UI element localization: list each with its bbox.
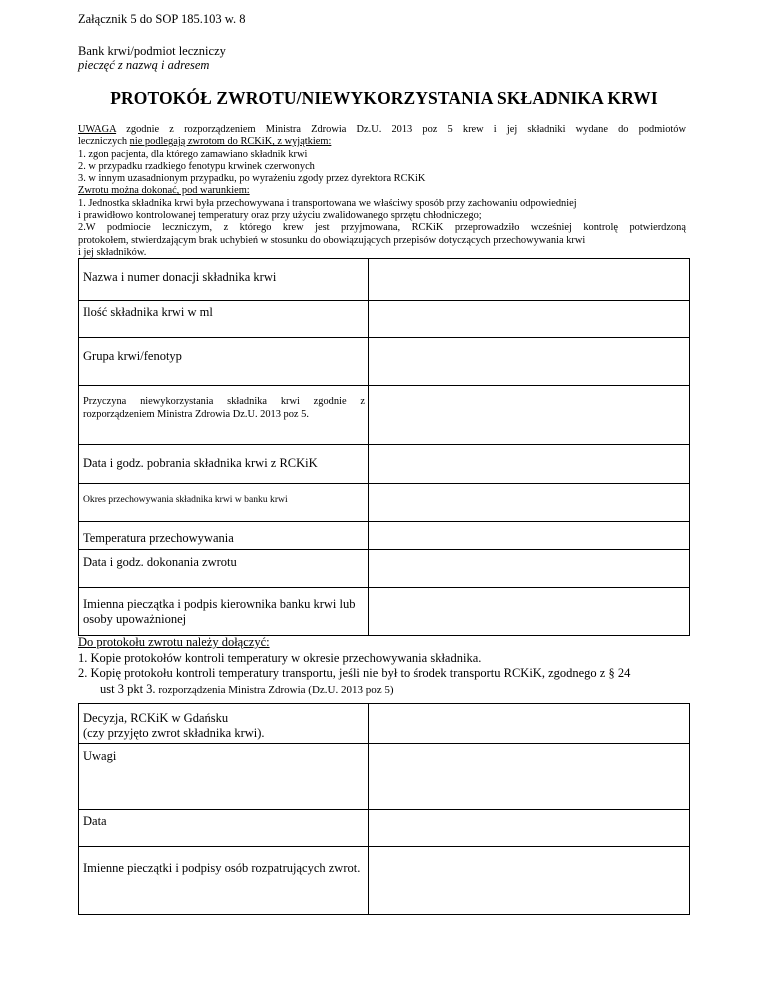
- attachment-item-2-cont-a: ust 3 pkt 3.: [100, 681, 156, 696]
- decision-label: [79, 704, 369, 744]
- storage-temperature-label: Temperatura przechowywania: [79, 522, 369, 550]
- reviewers-signature-field[interactable]: [369, 847, 690, 915]
- return-date-field[interactable]: [369, 550, 690, 588]
- form-row: [79, 386, 690, 445]
- notice-block: [78, 124, 686, 259]
- condition-2-line-3: i jej składników.: [78, 246, 147, 258]
- attachment-item-1: 1. Kopie protokołów kontroli temperatury w okresie przechowywania składnika.: [78, 650, 482, 665]
- manager-signature-field[interactable]: [369, 588, 690, 636]
- form-row: [79, 259, 690, 301]
- donation-name-field[interactable]: [369, 259, 690, 301]
- notice-line-1: [78, 124, 686, 136]
- decision-row: [79, 704, 690, 744]
- attachment-item-2-cont: [78, 682, 630, 699]
- institution-label: Bank krwi/podmiot leczniczy: [78, 44, 226, 58]
- document-title: PROTOKÓŁ ZWROTU/NIEWYKORZYSTANIA SKŁADNIKA KRWI: [110, 88, 658, 108]
- volume-field[interactable]: [369, 301, 690, 338]
- decision-row: [79, 744, 690, 810]
- decision-row: [79, 810, 690, 847]
- decision-field[interactable]: [369, 704, 690, 744]
- volume-label: Ilość składnika krwi w ml: [79, 301, 369, 338]
- decision-label-line-2: (czy przyjęto zwrot składnika krwi).: [83, 726, 265, 740]
- decision-label-line-1: Decyzja, RCKiK w Gdańsku: [83, 711, 229, 725]
- storage-temperature-field[interactable]: [369, 522, 690, 550]
- condition-1-line-2: i prawidłowo kontrolowanej temperatury oraz przy użyciu zwalidowanego sprzętu chłodniczego;: [78, 210, 482, 222]
- return-form-table: [78, 258, 690, 636]
- collection-date-label: Data i godz. pobrania składnika krwi z RCKiK: [79, 445, 369, 484]
- decision-row: [79, 847, 690, 915]
- notice-line-2: [78, 136, 686, 148]
- date-label: Data: [79, 810, 369, 847]
- notice-line-1-rest: zgodnie z rozporządzeniem Ministra Zdrowia Dz.U. 2013 poz 5 krew i jej składniki wydane do podmiotów: [116, 124, 686, 135]
- condition-2-line-1: 2.W podmiocie leczniczym, z którego krew jest przyjmowana, RCKiK przeprowadziło wcześniej kontrolę potwierdzoną: [78, 222, 686, 234]
- attachments-heading: Do protokołu zwrotu należy dołączyć:: [78, 635, 270, 649]
- condition-1-line-1: 1. Jednostka składnika krwi była przechowywana i transportowana we właściwy sposób przy zachowaniu odpowiedniej: [78, 197, 577, 209]
- collection-date-field[interactable]: [369, 445, 690, 484]
- storage-period-label: Okres przechowywania składnika krwi w banku krwi: [79, 484, 369, 522]
- form-row: [79, 338, 690, 386]
- form-row: [79, 550, 690, 588]
- reviewers-signature-label: Imienne pieczątki i podpisy osób rozpatrujących zwrot.: [79, 847, 369, 915]
- condition-2-line-2: protokołem, stwierdzającym brak uchybień w stosunku do obowiązujących przepisów dotyczących przechowywania krwi: [78, 234, 586, 246]
- decision-table: [78, 703, 690, 915]
- donation-name-label: Nazwa i numer donacji składnika krwi: [79, 259, 369, 301]
- return-date-label: Data i godz. dokonania zwrotu: [79, 550, 369, 588]
- attachments-block: [78, 635, 630, 698]
- remarks-field[interactable]: [369, 744, 690, 810]
- notice-line-2-underlined: nie podlegają zwrotom do RCKiK, z wyjątkiem:: [129, 136, 332, 148]
- storage-period-field[interactable]: [369, 484, 690, 522]
- manager-signature-label: Imienna pieczątka i podpis kierownika banku krwi lub osoby upoważnionej: [79, 588, 369, 636]
- reason-label: Przyczyna niewykorzystania składnika krwi zgodnie z rozporządzeniem Ministra Zdrowia Dz.U. 2013 poz 5.: [79, 386, 369, 445]
- uwaga-label: UWAGA: [78, 124, 117, 135]
- form-row: [79, 522, 690, 550]
- notice-line-2-prefix: leczniczych: [78, 136, 130, 148]
- exception-1: 1. zgon pacjenta, dla którego zamawiano składnik krwi: [78, 148, 308, 160]
- attachment-number: Załącznik 5 do SOP 185.103 w. 8: [78, 12, 246, 26]
- remarks-label: Uwagi: [79, 744, 369, 810]
- form-row: [79, 484, 690, 522]
- date-field[interactable]: [369, 810, 690, 847]
- exception-2: 2. w przypadku rzadkiego fenotypu krwinek czerwonych: [78, 160, 315, 172]
- attachment-item-2-cont-b: rozporządzenia Ministra Zdrowia (Dz.U. 2013 poz 5): [155, 683, 394, 696]
- form-row: [79, 445, 690, 484]
- exception-3: 3. w innym uzasadnionym przypadku, po wyrażeniu zgody przez dyrektora RCKiK: [78, 173, 426, 185]
- form-row: [79, 301, 690, 338]
- attachment-item-2: 2. Kopię protokołu kontroli temperatury transportu, jeśli nie był to środek transportu RCKiK, zgodnego z § 24: [78, 666, 631, 680]
- reason-field[interactable]: [369, 386, 690, 445]
- blood-group-label: Grupa krwi/fenotyp: [79, 338, 369, 386]
- conditions-heading: Zwrotu można dokonać, pod warunkiem:: [78, 185, 250, 197]
- blood-group-field[interactable]: [369, 338, 690, 386]
- stamp-note: pieczęć z nazwą i adresem: [78, 58, 210, 72]
- form-row: [79, 588, 690, 636]
